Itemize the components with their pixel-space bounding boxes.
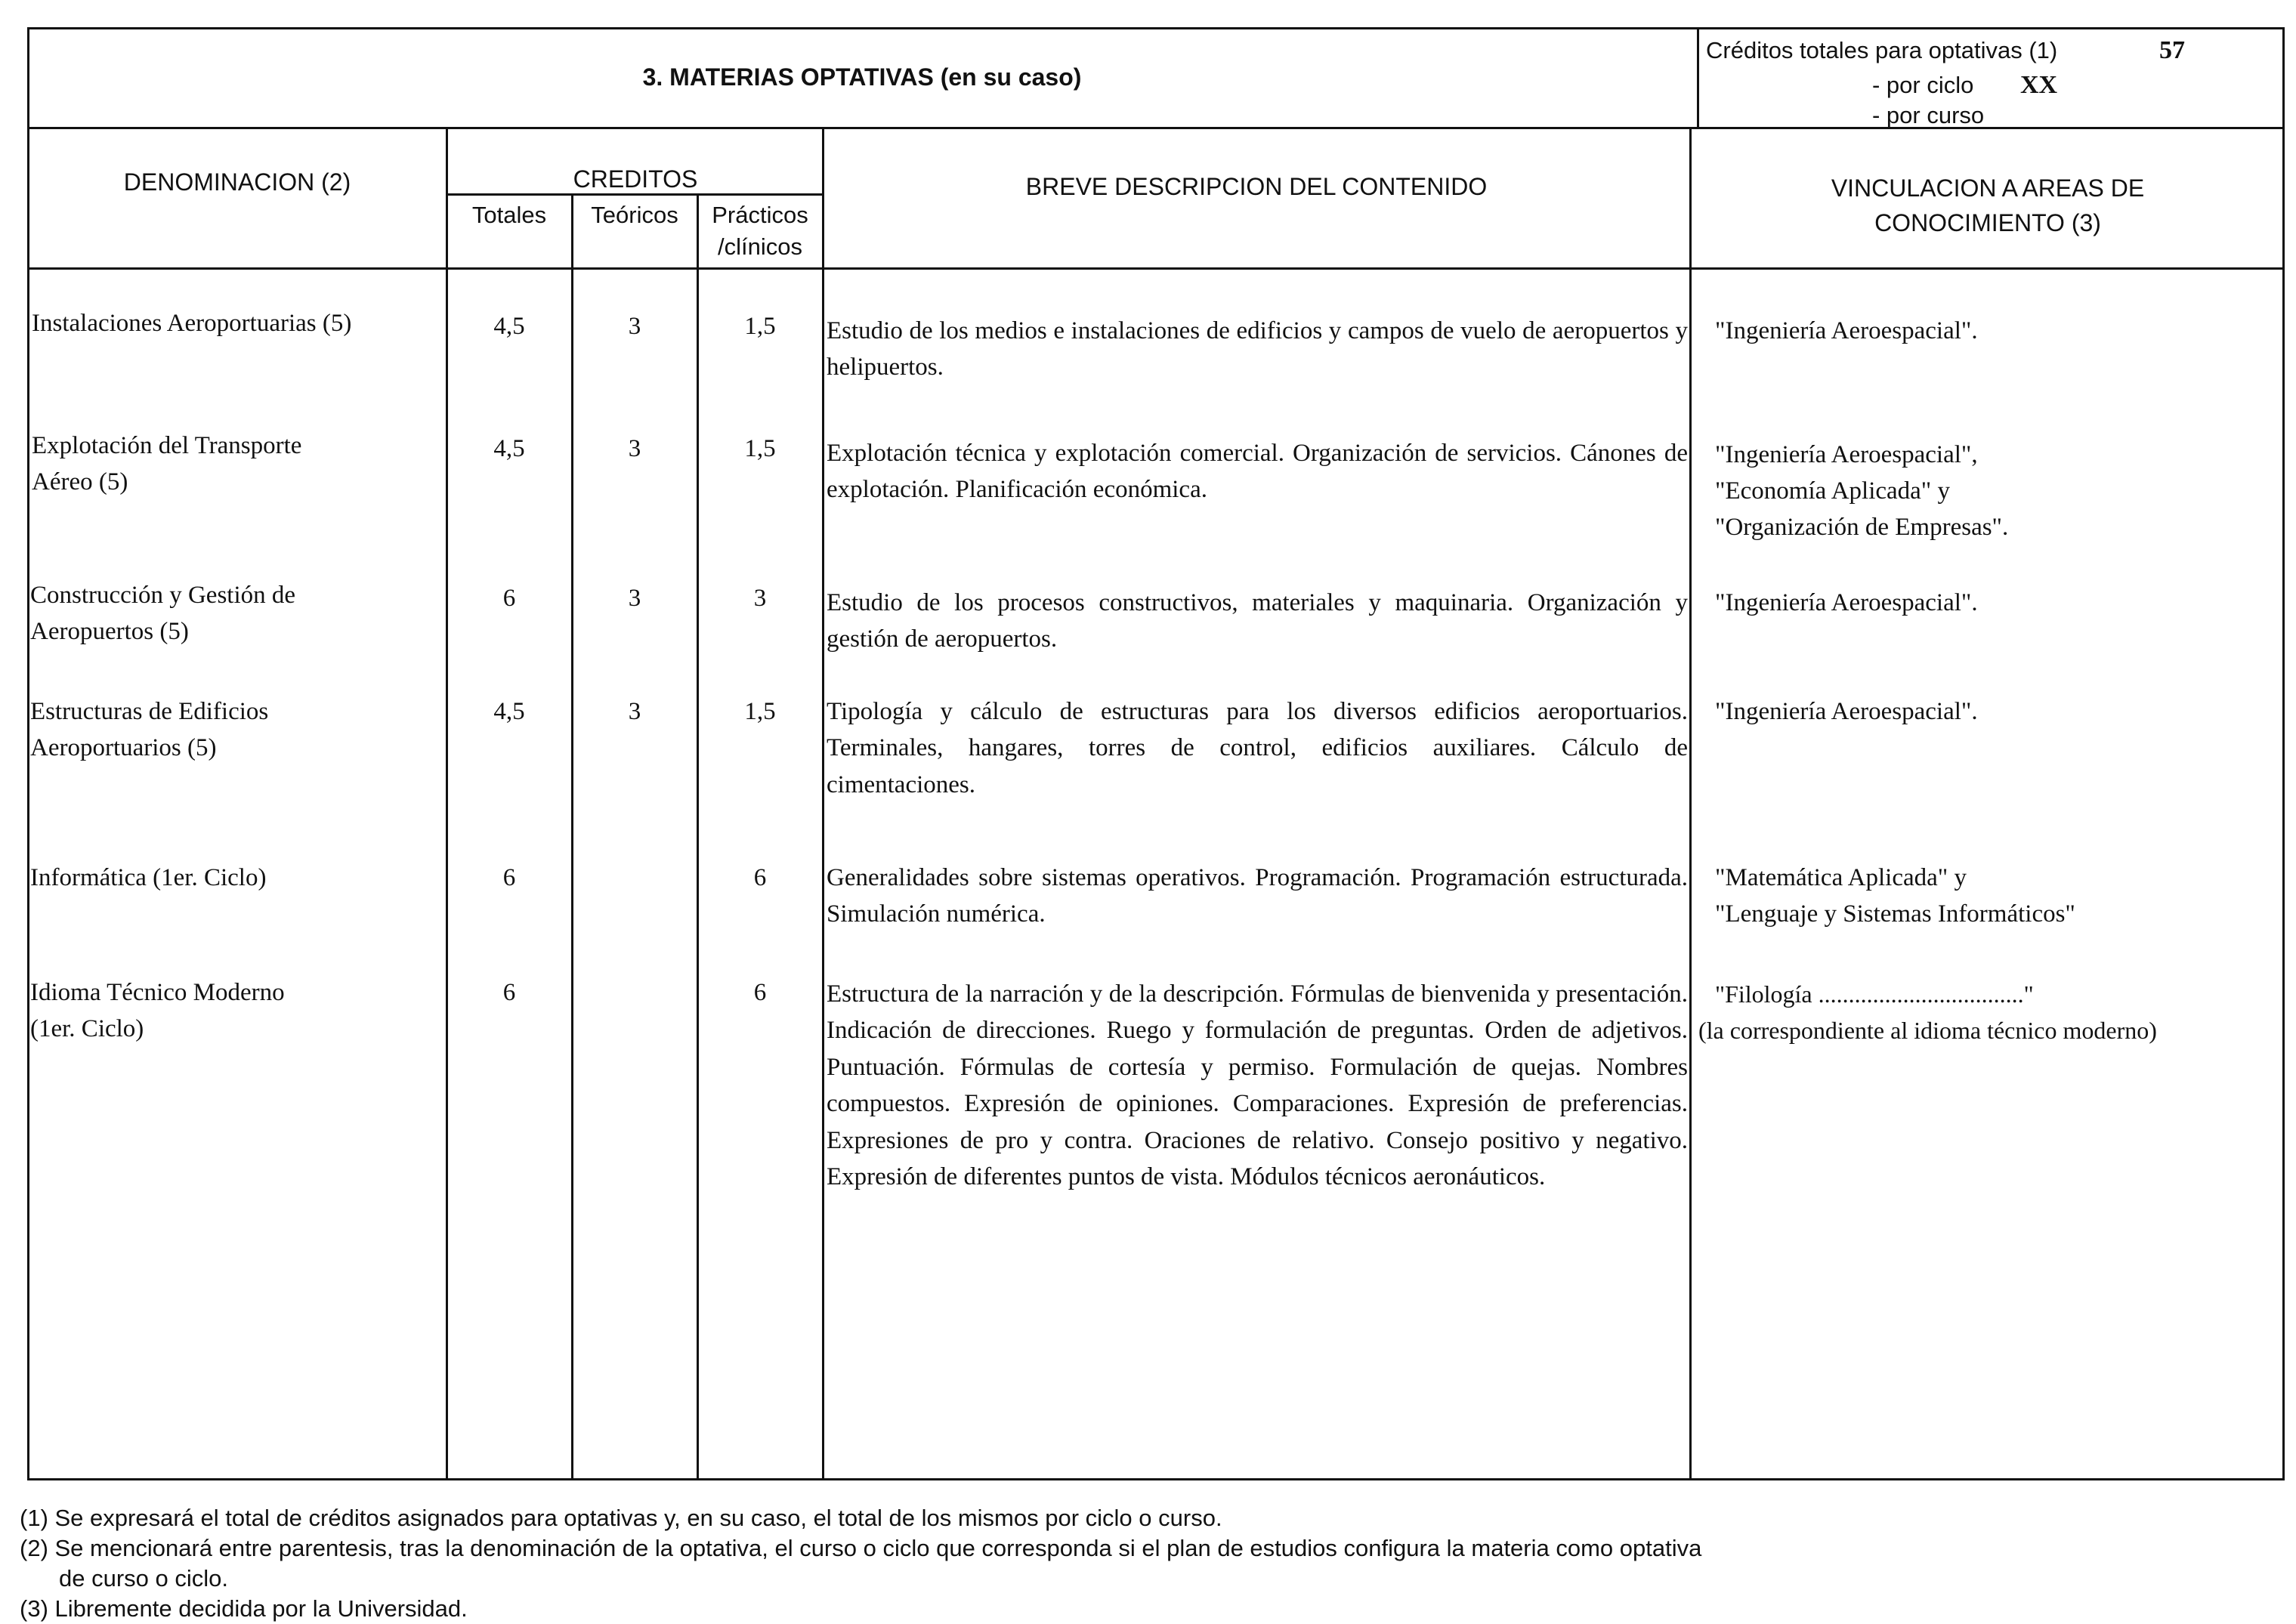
row-3-description: Estudio de los procesos constructivos, materiales y maquinaria. Organización y gestión de aeropuertos. [827,589,1688,653]
row-1-totales: 4,5 [493,313,525,340]
row-4-name-line2: Aeroportuarios (5) [30,734,217,761]
row-6-totales: 6 [502,979,516,1006]
row-4-totales: 4,5 [493,698,525,725]
row-6-vinculacion-line2: (la correspondiente al idioma técnico moderno) [1698,1017,2157,1044]
row-2-practicos: 1,5 [744,435,776,462]
row-1-description: Estudio de los medios e instalaciones de edificios y campos de vuelo de aeropuertos y helipuertos. [827,317,1688,381]
row-4-description: Tipología y cálculo de estructuras para los diversos edificios aeroportuarios. Terminales, hangares, torres de control, edificios auxiliares. Cálculo de cimentaciones. [827,698,1688,798]
row-6-description: Estructura de la narración y de la descripción. Fórmulas de bienvenida y presentación. Indicación de direcciones. Ruego y formulación de preguntas. Orden de adjetivos. Puntuación. Fórmulas de cortesía y permiso. Formulación de quejas. Nombres compuestos. Expresión de opiniones. Comparaciones. Expresión de preferencias. Expresiones de pro y contra. Oraciones de relativo. Consejo positivo y negativo. Expresión de diferentes puntos de vista. Módulos técnicos aeronáuticos. [827,980,1688,1191]
por-curso-label: - por curso [1872,102,1985,128]
row-4-teoricos: 3 [628,698,641,725]
col-header-totales: Totales [471,202,547,228]
title-credits-divider [1697,27,1699,128]
section-title: 3. MATERIAS OPTATIVAS (en su caso) [642,63,1082,91]
row-6-vinculacion-line1: "Filología .................................." [1715,980,2034,1008]
col-header-practicos-line1: Prácticos [712,202,808,228]
col-header-teoricos: Teóricos [591,202,678,228]
row-2-name [32,428,440,500]
col-header-vinculacion [1691,171,2285,240]
footnote-2-continuation: de curso o ciclo. [59,1565,228,1592]
row-4-name-line1: Estructuras de Edificios [30,698,269,725]
row-3-name-line2: Aeropuertos (5) [30,618,189,645]
column-header-divider [27,267,2285,270]
row-3-name-line1: Construcción y Gestión de [30,582,296,609]
row-2-name-line2: Aéreo (5) [32,468,128,496]
row-2-totales: 4,5 [493,435,525,462]
row-5-name-line1: Informática (1er. Ciclo) [30,864,267,891]
row-3-name [30,577,438,650]
row-5-practicos: 6 [753,864,767,891]
row-2-teoricos: 3 [628,435,641,462]
col-divider-2 [571,193,573,1480]
row-2-vinculacion [1715,437,2282,545]
row-4-name [30,693,438,766]
row-1-teoricos: 3 [628,313,641,340]
row-4-vinculacion [1715,693,2282,730]
row-1-vinculacion-line1: "Ingeniería Aeroespacial". [1715,317,1978,344]
por-ciclo-label: - por ciclo [1872,72,1974,98]
col-header-creditos: CREDITOS [573,165,698,193]
row-2-vinculacion-line3: "Organización de Empresas". [1715,514,2009,541]
row-6-name-line1: Idioma Técnico Moderno [30,979,285,1006]
credits-total-value: 57 [2159,36,2185,64]
row-3-vinculacion [1715,585,2282,621]
row-6-practicos: 6 [753,979,767,1006]
row-3-vinculacion-line1: "Ingeniería Aeroespacial". [1715,589,1978,616]
row-5-description: Generalidades sobre sistemas operativos. Programación. Programación estructurada. Simulación numérica. [827,864,1688,928]
row-1-practicos: 1,5 [744,313,776,340]
col-header-practicos-line2: /clínicos [718,233,802,260]
row-4-practicos: 1,5 [744,698,776,725]
row-5-vinculacion-line2: "Lenguaje y Sistemas Informáticos" [1715,900,2075,928]
row-5-vinculacion [1715,860,2282,932]
footnote-1: (1) Se expresará el total de créditos asignados para optativas y, en su caso, el total de los mismos por ciclo o curso. [20,1505,1222,1531]
footnote-3: (3) Libremente decidida por la Universidad. [20,1595,468,1622]
col-divider-4 [822,127,824,1480]
col-divider-3 [697,193,699,1480]
row-5-vinculacion-line1: "Matemática Aplicada" y [1715,864,1967,891]
credits-summary [1706,33,2280,133]
footnotes [20,1503,2279,1624]
row-1-name-line1: Instalaciones Aeroportuarias (5) [32,310,352,337]
col-divider-5 [1689,127,1692,1480]
row-6-name [30,974,438,1047]
row-2-vinculacion-line2: "Economía Aplicada" y [1715,477,1951,505]
row-1-vinculacion [1715,313,2282,349]
credits-total-label: Créditos totales para optativas (1) [1706,37,2058,63]
col-header-descripcion: BREVE DESCRIPCION DEL CONTENIDO [1025,173,1488,200]
row-2-vinculacion-line1: "Ingeniería Aeroespacial", [1715,441,1978,468]
row-6-vinculacion [1698,976,2288,1048]
row-4-vinculacion-line1: "Ingeniería Aeroespacial". [1715,698,1978,725]
row-6-name-line2: (1er. Ciclo) [30,1015,144,1042]
col-header-denominacion: DENOMINACION (2) [123,168,351,196]
row-3-practicos: 3 [753,585,767,612]
row-2-description: Explotación técnica y explotación comercial. Organización de servicios. Cánones de explotación. Planificación económica. [827,440,1688,504]
row-5-totales: 6 [502,864,516,891]
row-1-name [32,305,440,341]
row-2-name-line1: Explotación del Transporte [32,432,302,459]
row-3-totales: 6 [502,585,516,612]
col-header-vinculacion-line1: VINCULACION A AREAS DE [1831,174,2145,202]
col-header-practicos [698,199,822,263]
por-ciclo-value: XX [2020,71,2058,99]
footnote-2: (2) Se mencionará entre parentesis, tras la denominación de la optativa, el curso o ciclo que corresponda si el plan de estudios configura la materia como optativa [20,1535,1702,1561]
col-header-vinculacion-line2: CONOCIMIENTO (3) [1874,209,2101,236]
row-5-name [30,860,438,896]
row-3-teoricos: 3 [628,585,641,612]
